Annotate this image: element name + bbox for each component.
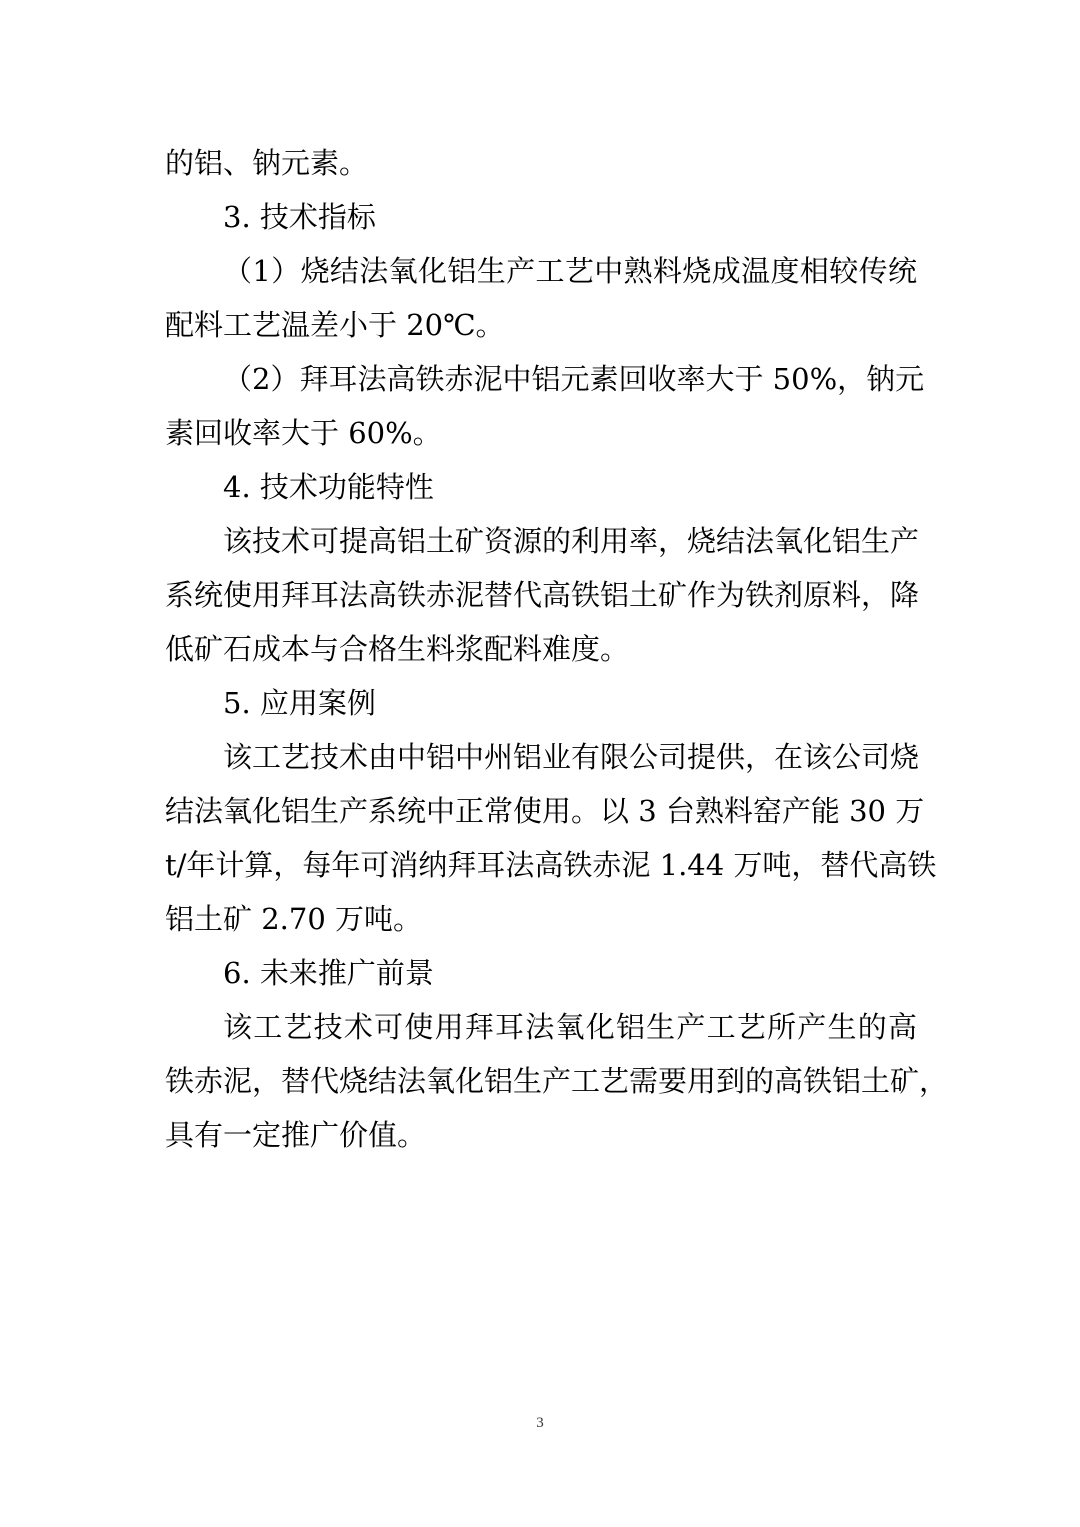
section-heading-6: 6. 未来推广前景 (223, 956, 434, 990)
paragraph-line: 素回收率大于 60%。 (165, 416, 442, 450)
paragraph-line: 具有一定推广价值。 (165, 1118, 427, 1152)
paragraph-line: 系统使用拜耳法高铁赤泥替代高铁铝土矿作为铁剂原料，降 (165, 578, 920, 612)
paragraph-line: 铁赤泥，替代烧结法氧化铝生产工艺需要用到的高铁铝土矿， (165, 1064, 949, 1098)
section-heading-5: 5. 应用案例 (223, 686, 376, 720)
paragraph-line: 该技术可提高铝土矿资源的利用率，烧结法氧化铝生产 (223, 524, 920, 558)
paragraph-line: 该工艺技术可使用拜耳法氧化铝生产工艺所产生的高 (223, 1010, 917, 1044)
section-heading-4: 4. 技术功能特性 (223, 470, 434, 504)
paragraph-line: t/年计算，每年可消纳拜耳法高铁赤泥 1.44 万吨，替代高铁 (165, 848, 937, 882)
paragraph-line: 的铝、钠元素。 (165, 146, 369, 180)
paragraph-line: 该工艺技术由中铝中州铝业有限公司提供，在该公司烧 (223, 740, 920, 774)
paragraph-line: 配料工艺温差小于 20℃。 (165, 308, 505, 342)
document-body (165, 136, 949, 1162)
page-number: 3 (536, 1415, 544, 1431)
paragraph-line: （2）拜耳法高铁赤泥中铝元素回收率大于 50%，钠元 (223, 362, 925, 396)
section-heading-3: 3. 技术指标 (223, 200, 376, 234)
paragraph-line: 低矿石成本与合格生料浆配料难度。 (165, 632, 630, 666)
paragraph-line: （1）烧结法氧化铝生产工艺中熟料烧成温度相较传统 (223, 254, 917, 288)
paragraph-line: 铝土矿 2.70 万吨。 (165, 902, 423, 936)
paragraph-line: 结法氧化铝生产系统中正常使用。以 3 台熟料窑产能 30 万 (165, 794, 925, 828)
